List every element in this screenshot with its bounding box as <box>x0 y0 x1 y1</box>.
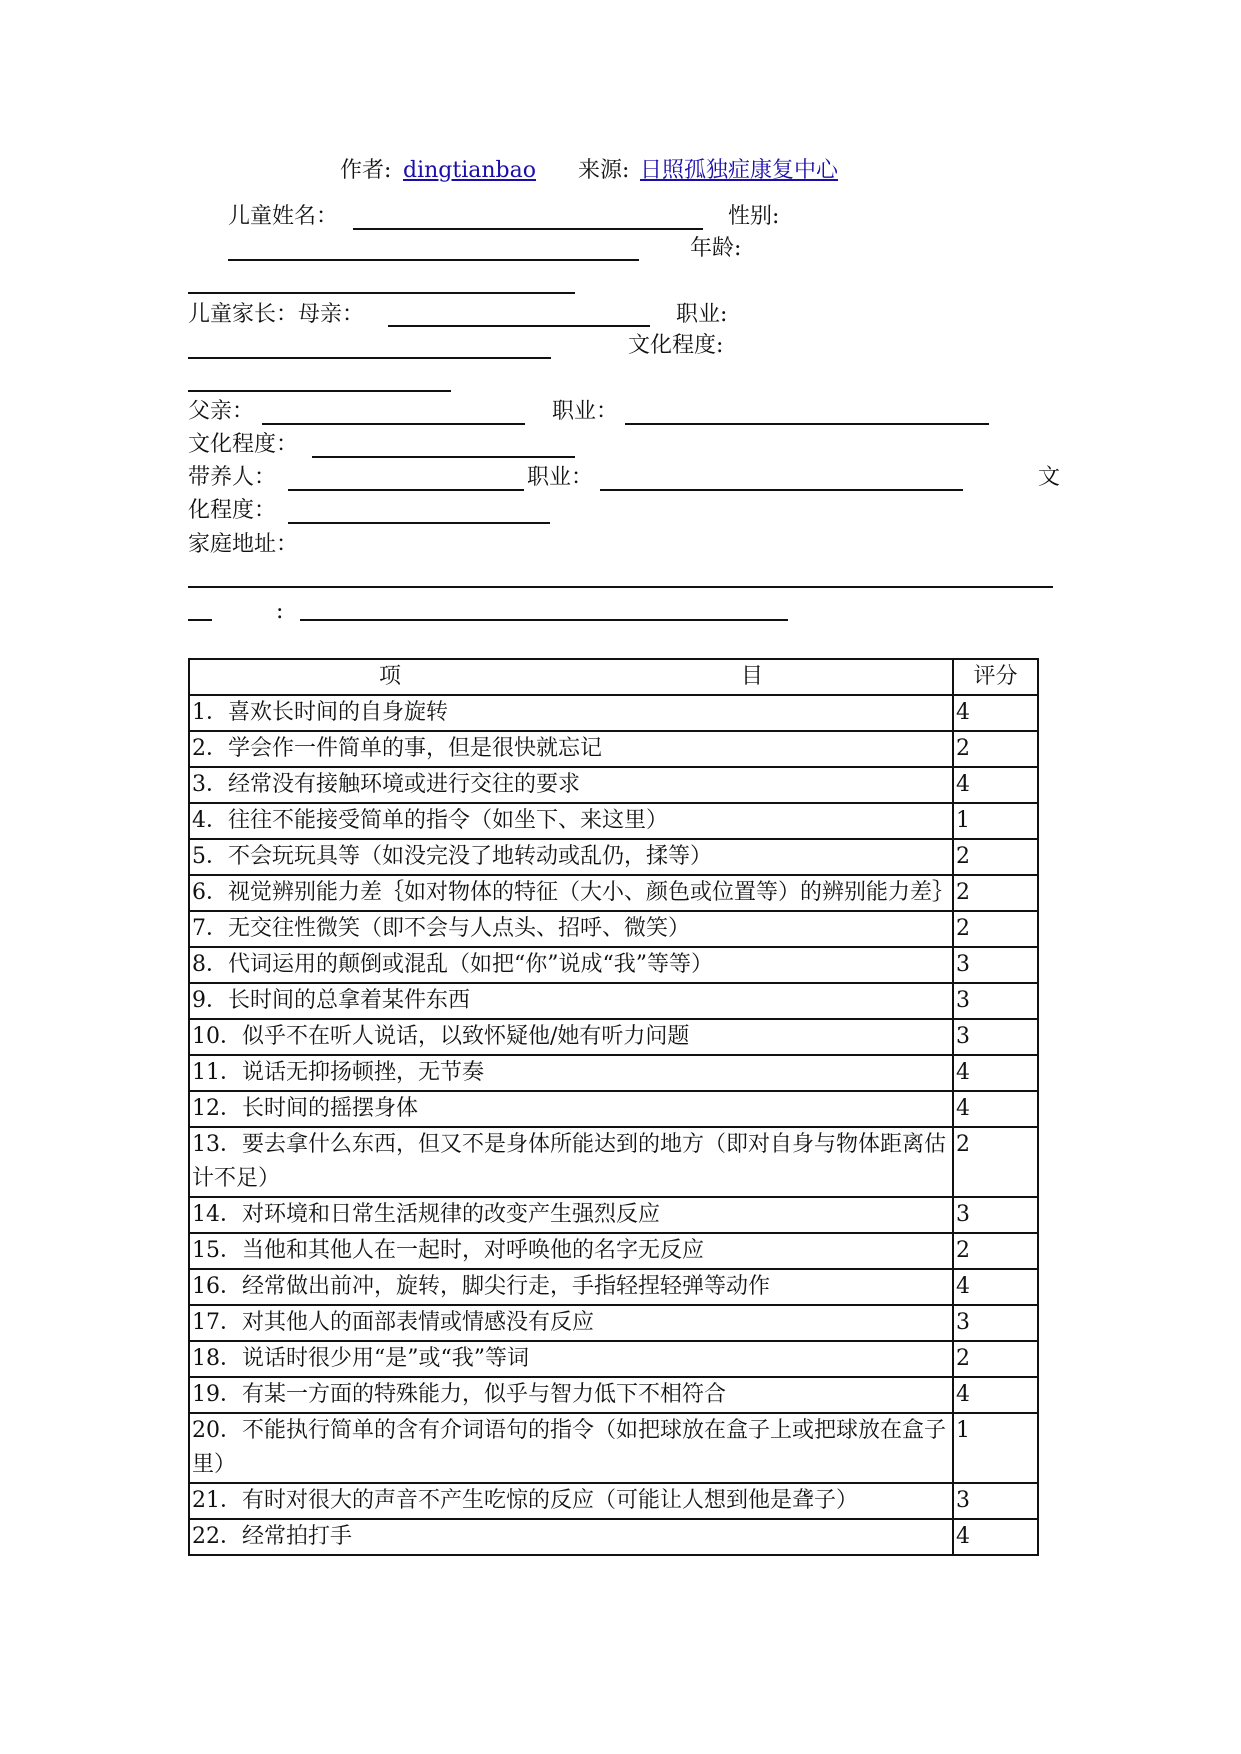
item-cell: 11．说话无抑扬顿挫，无节奏 <box>189 1055 953 1091</box>
item-cell: 5．不会玩玩具等（如没完没了地转动或乱仍，揉等） <box>189 839 953 875</box>
caregiver-occupation-line[interactable] <box>600 489 963 491</box>
item-cell: 9．长时间的总拿着某件东西 <box>189 983 953 1019</box>
extra-line[interactable] <box>300 619 788 621</box>
table-row <box>189 1019 1038 1055</box>
score-cell[interactable]: 4 <box>953 1377 1038 1413</box>
caregiver-education-line[interactable] <box>288 522 550 524</box>
address-line[interactable] <box>188 586 1053 588</box>
item-cell: 10．似乎不在听人说话，以致怀疑他/她有听力问题 <box>189 1019 953 1055</box>
table-row <box>189 1483 1038 1519</box>
header-item-right: 目 <box>741 664 764 689</box>
score-cell[interactable]: 4 <box>953 1055 1038 1091</box>
father-education-label: 文化程度： <box>188 432 299 457</box>
table-row <box>189 731 1038 767</box>
caregiver-line[interactable] <box>288 489 524 491</box>
father-occupation-line[interactable] <box>625 423 989 425</box>
mother-education-line[interactable] <box>188 390 451 392</box>
extra-colon: : <box>276 599 284 624</box>
table-header-row <box>189 659 1038 695</box>
caregiver-education-label-part2: 化程度： <box>188 498 277 523</box>
score-cell[interactable]: 3 <box>953 1197 1038 1233</box>
header-item-cell <box>189 659 953 695</box>
item-cell: 14．对环境和日常生活规律的改变产生强烈反应 <box>189 1197 953 1233</box>
score-cell[interactable]: 1 <box>953 803 1038 839</box>
table-row <box>189 1413 1038 1483</box>
table-row <box>189 1305 1038 1341</box>
table-row <box>189 1269 1038 1305</box>
item-cell: 22．经常拍打手 <box>189 1519 953 1555</box>
extra-line-short[interactable] <box>188 619 212 621</box>
score-cell[interactable]: 4 <box>953 767 1038 803</box>
item-cell: 15．当他和其他人在一起时，对呼唤他的名字无反应 <box>189 1233 953 1269</box>
score-cell[interactable]: 2 <box>953 1233 1038 1269</box>
score-cell[interactable]: 4 <box>953 695 1038 731</box>
score-cell[interactable]: 2 <box>953 839 1038 875</box>
header-score-cell: 评分 <box>953 659 1038 695</box>
table-row <box>189 1091 1038 1127</box>
item-cell: 17．对其他人的面部表情或情感没有反应 <box>189 1305 953 1341</box>
score-cell[interactable]: 4 <box>953 1091 1038 1127</box>
table-row <box>189 947 1038 983</box>
item-cell: 19．有某一方面的特殊能力，似乎与智力低下不相符合 <box>189 1377 953 1413</box>
mother-occupation-line[interactable] <box>188 357 551 359</box>
item-cell: 20．不能执行简单的含有介词语句的指令（如把球放在盒子上或把球放在盒子里） <box>189 1413 953 1483</box>
score-cell[interactable]: 3 <box>953 1483 1038 1519</box>
source-label: 来源: <box>578 158 630 183</box>
author-link[interactable]: dingtianbao <box>403 158 536 183</box>
table-row <box>189 1233 1038 1269</box>
score-cell[interactable]: 2 <box>953 1127 1038 1197</box>
address-label: 家庭地址： <box>188 532 299 557</box>
item-cell: 4．往往不能接受简单的指令（如坐下、来这里） <box>189 803 953 839</box>
table-row <box>189 803 1038 839</box>
mother-line[interactable] <box>388 325 650 327</box>
score-cell[interactable]: 1 <box>953 1413 1038 1483</box>
child-name-line[interactable] <box>353 228 703 230</box>
header-item-left: 项 <box>378 664 401 689</box>
item-cell: 7．无交往性微笑（即不会与人点头、招呼、微笑） <box>189 911 953 947</box>
caregiver-label: 带养人： <box>188 465 277 490</box>
source-link[interactable]: 日照孤独症康复中心 <box>640 158 839 183</box>
table-row <box>189 1055 1038 1091</box>
table-row <box>189 983 1038 1019</box>
score-cell[interactable]: 2 <box>953 731 1038 767</box>
score-cell[interactable]: 4 <box>953 1519 1038 1555</box>
item-cell: 12．长时间的摇摆身体 <box>189 1091 953 1127</box>
item-cell: 6．视觉辨别能力差｛如对物体的特征（大小、颜色或位置等）的辨别能力差｝ <box>189 875 953 911</box>
mother-occupation-label: 职业: <box>676 302 728 327</box>
table-row <box>189 767 1038 803</box>
item-cell: 16．经常做出前冲，旋转，脚尖行走，手指轻捏轻弹等动作 <box>189 1269 953 1305</box>
caregiver-occupation-label: 职业： <box>527 465 594 490</box>
mother-education-label: 文化程度: <box>628 333 724 358</box>
score-cell[interactable]: 2 <box>953 875 1038 911</box>
item-cell: 3．经常没有接触环境或进行交往的要求 <box>189 767 953 803</box>
assessment-table <box>188 658 1039 1556</box>
father-occupation-label: 职业： <box>552 399 619 424</box>
table-row <box>189 1377 1038 1413</box>
table-row <box>189 911 1038 947</box>
item-cell: 18．说话时很少用“是”或“我”等词 <box>189 1341 953 1377</box>
mother-label: 儿童家长：母亲： <box>188 302 365 327</box>
father-education-line[interactable] <box>312 456 575 458</box>
table-row <box>189 839 1038 875</box>
score-cell[interactable]: 3 <box>953 1019 1038 1055</box>
score-cell[interactable]: 2 <box>953 1341 1038 1377</box>
item-cell: 8．代词运用的颠倒或混乱（如把“你”说成“我”等等） <box>189 947 953 983</box>
gender-line[interactable] <box>228 259 639 261</box>
gender-label: 性别: <box>728 204 780 229</box>
score-cell[interactable]: 3 <box>953 947 1038 983</box>
father-label: 父亲： <box>188 399 255 424</box>
score-cell[interactable]: 4 <box>953 1269 1038 1305</box>
item-cell: 13．要去拿什么东西，但又不是身体所能达到的地方（即对自身与物体距离估计不足） <box>189 1127 953 1197</box>
caregiver-education-label-part1: 文 <box>1038 465 1061 490</box>
table-row <box>189 1127 1038 1197</box>
table-row <box>189 875 1038 911</box>
item-cell: 2．学会作一件简单的事，但是很快就忘记 <box>189 731 953 767</box>
child-name-label: 儿童姓名： <box>228 204 339 229</box>
score-cell[interactable]: 2 <box>953 911 1038 947</box>
age-line[interactable] <box>188 292 575 294</box>
table-row <box>189 1197 1038 1233</box>
table-row <box>189 1519 1038 1555</box>
item-cell: 21．有时对很大的声音不产生吃惊的反应（可能让人想到他是聋子） <box>189 1483 953 1519</box>
age-label: 年龄: <box>690 236 742 261</box>
table-row <box>189 1341 1038 1377</box>
table-row <box>189 695 1038 731</box>
author-label: 作者: <box>340 158 392 183</box>
father-line[interactable] <box>262 423 525 425</box>
score-cell[interactable]: 3 <box>953 983 1038 1019</box>
score-cell[interactable]: 3 <box>953 1305 1038 1341</box>
item-cell: 1．喜欢长时间的自身旋转 <box>189 695 953 731</box>
